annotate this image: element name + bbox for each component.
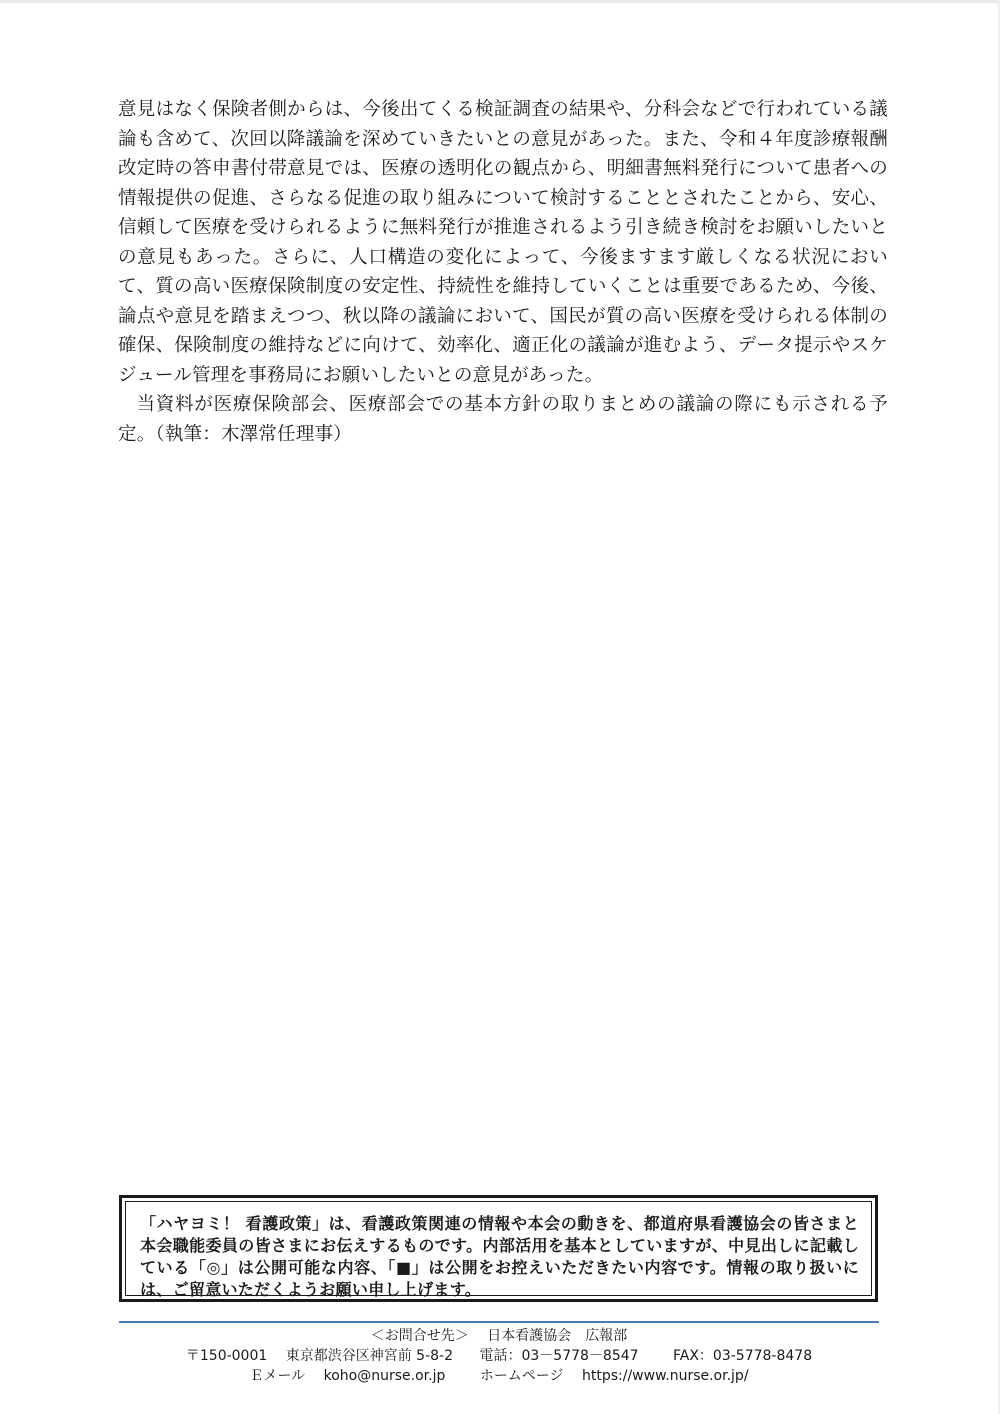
homepage-label: ホームページ <box>479 1368 564 1384</box>
fax-number: FAX：03-5778-8478 <box>673 1348 813 1364</box>
footer-line-2 <box>119 1346 879 1366</box>
postal-code: 〒150-0001 <box>185 1348 268 1364</box>
contact-heading: ＜お問合せ先＞ <box>370 1328 469 1344</box>
phone-number: 電話：03－5778－8547 <box>479 1348 639 1364</box>
article-paragraph-1: 意見はなく保険者側からは、今後出てくる検証調査の結果や、分科会などで行われている議論も含めて、次回以降議論を深めていきたいとの意見があった。また、令和４年度診療報酬改定時の答申書付帯意見では、医療の透明化の観点から、明細書無料発行について患者への情報提供の促進、さらなる促進の取り組みについて検討することとされたことから、安心、信頼して医療を受けられるように無料発行が推進されるよう引き続き検討をお願いしたいとの意見もあった。さらに、人口構造の変化によって、今後ますます厳しくなる状況において、質の高い医療保険制度の安定性、持続性を維持していくことは重要であるため、今後、論点や意見を踏まえつつ、秋以降の議論において、国民が質の高い医療を受けられる体制の確保、保険制度の維持などに向けて、効率化、適正化の議論が進むよう、データ提示やスケジュール管理を事務局にお願いしたいとの意見があった。 <box>118 99 888 386</box>
notice-box <box>119 1195 878 1302</box>
address: 東京都渋谷区神宮前 5-8-2 <box>285 1348 454 1364</box>
page-edge-top <box>0 0 1000 3</box>
footer-divider <box>119 1321 879 1323</box>
organization-name: 日本看護協会 広報部 <box>487 1328 628 1344</box>
footer-line-3 <box>119 1366 879 1386</box>
contact-footer <box>119 1326 879 1386</box>
homepage-link[interactable]: https://www.nurse.or.jp/ <box>582 1368 749 1384</box>
email-label: Ｅメール <box>249 1368 306 1384</box>
article-body <box>118 95 888 449</box>
email-link[interactable]: koho@nurse.or.jp <box>323 1368 446 1384</box>
footer-line-1 <box>119 1326 879 1346</box>
article-paragraph-2: 当資料が医療保険部会、医療部会での基本方針の取りまとめの議論の際にも示される予定。（執筆：木澤常任理事） <box>118 394 888 445</box>
notice-text: 「ハヤヨミ！ 看護政策」は、看護政策関連の情報や本会の動きを、都道府県看護協会の皆さまと本会職能委員の皆さまにお伝えするものです。内部活用を基本としていますが、中見出しに記載している「◎」は公開可能な内容、「■」は公開をお控えいただきたい内容です。情報の取り扱いには、ご留意いただくようお願い申し上げます。 <box>125 1201 872 1296</box>
